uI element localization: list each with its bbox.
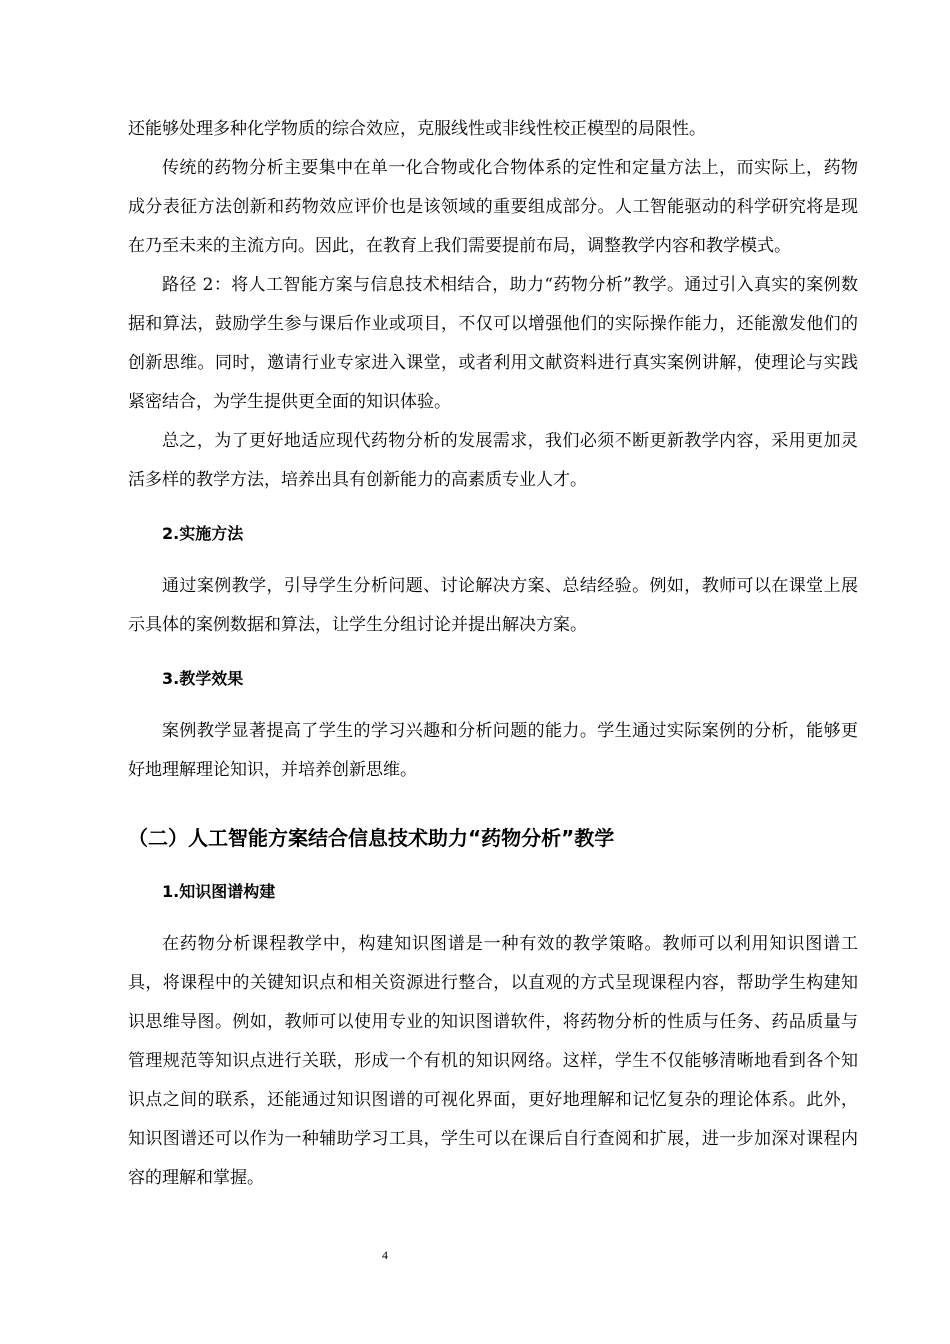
spacer <box>128 553 858 567</box>
spacer <box>128 698 858 712</box>
page-number: 4 <box>382 1248 388 1262</box>
page-content <box>128 110 858 1198</box>
paragraph-continuation: 还能够处理多种化学物质的综合效应，克服线性或非线性校正模型的局限性。 <box>128 119 706 139</box>
spacer <box>128 500 858 514</box>
spacer <box>128 790 858 818</box>
spacer <box>128 911 858 925</box>
heading-teaching-effect: 3.教学效果 <box>162 669 244 688</box>
paragraph-path-2: 路径 2：将人工智能方案与信息技术相结合，助力“药物分析”教学。通过引入真实的案例数据和算法，鼓励学生参与课后作业或项目，不仅可以增强他们的实际操作能力，还能激发他们的创新思维。同时，邀请行业专家进入课堂，或者利用文献资料进行真实案例讲解，使理论与实践紧密结合，为学生提供更全面的知识体验。 <box>128 275 858 412</box>
heading-implementation-method: 2.实施方法 <box>162 524 244 543</box>
paragraph-traditional-analysis: 传统的药物分析主要集中在单一化合物或化合物体系的定性和定量方法上，而实际上，药物成分表征方法创新和药物效应评价也是该领域的重要组成部分。人工智能驱动的科学研究将是现在乃至未来的主流方向。因此，在教育上我们需要提前布局，调整教学内容和教学模式。 <box>128 158 858 256</box>
section-heading-ai-info-tech: （二）人工智能方案结合信息技术助力“药物分析”教学 <box>128 826 615 850</box>
paragraph-teaching-effect: 案例教学显著提高了学生的学习兴趣和分析问题的能力。学生通过实际案例的分析，能够更好地理解理论知识，并培养创新思维。 <box>128 721 858 780</box>
spacer <box>128 645 858 659</box>
paragraph-case-teaching: 通过案例教学，引导学生分析问题、讨论解决方案、总结经验。例如，教师可以在课堂上展示具体的案例数据和算法，让学生分组讨论并提出解决方案。 <box>128 576 858 635</box>
paragraph-knowledge-graph: 在药物分析课程教学中，构建知识图谱是一种有效的教学策略。教师可以利用知识图谱工具，将课程中的关键知识点和相关资源进行整合，以直观的方式呈现课程内容，帮助学生构建知识思维导图。例如，教师可以使用专业的知识图谱软件，将药物分析的性质与任务、药品质量与管理规范等知识点进行关联，形成一个有机的知识网络。这样，学生不仅能够清晰地看到各个知识点之间的联系，还能通过知识图谱的可视化界面，更好地理解和记忆复杂的理论体系。此外，知识图谱还可以作为一种辅助学习工具，学生可以在课后自行查阅和扩展，进一步加深对课程内容的理解和掌握。 <box>128 934 858 1188</box>
spacer <box>128 858 858 872</box>
paragraph-summary: 总之，为了更好地适应现代药物分析的发展需求，我们必须不断更新教学内容，采用更加灵活多样的教学方法，培养出具有创新能力的高素质专业人才。 <box>128 431 858 490</box>
heading-knowledge-graph: 1.知识图谱构建 <box>162 882 276 901</box>
